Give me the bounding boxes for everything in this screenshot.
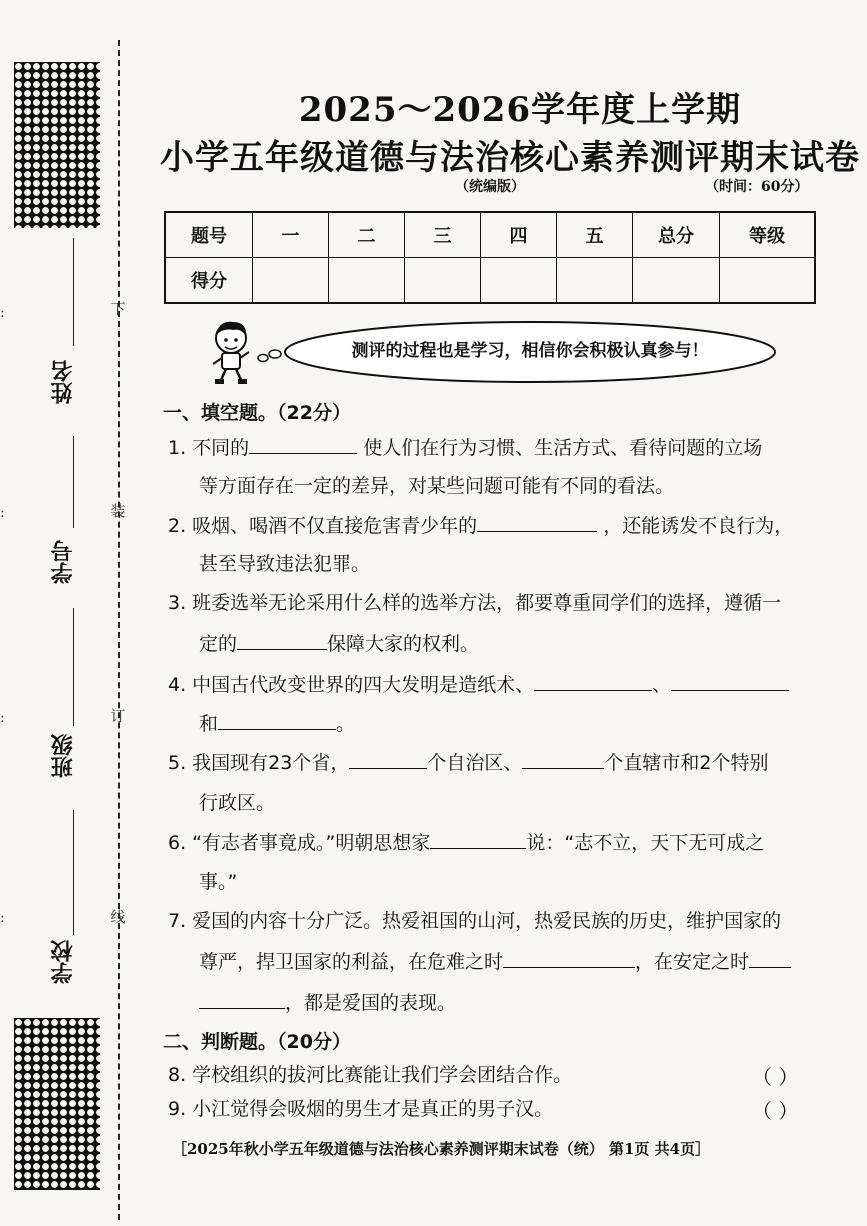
score-cell[interactable] [253,258,329,304]
q2-text-a: 2. 吸烟、喝酒不仅直接危害青少年的 [168,515,478,537]
cut-char: 线 [110,908,126,926]
score-cell[interactable] [557,258,633,304]
answer-blank[interactable] [522,750,604,769]
class-label: 班级 [51,734,76,778]
question-5-line-2: 行政区。 [199,792,276,814]
answer-blank[interactable] [671,672,789,691]
answer-blank[interactable] [534,672,652,691]
question-1-line-2: 等方面存在一定的差异，对某些问题可能有不同的看法。 [199,475,675,497]
q7-text-b: 尊严，捍卫国家的利益，在危难之时 [199,951,504,973]
q4-text-d: 。 [336,713,356,735]
question-7-line-2 [199,949,791,974]
question-7-line-3 [199,990,456,1015]
question-4-line-2 [199,711,355,736]
student-id-field-line[interactable] [73,436,74,528]
score-header-cell: 题号 [165,212,253,258]
q4-text-b: 、 [652,674,672,696]
binding-cut-line [118,40,120,1220]
score-cell[interactable] [329,258,405,304]
q1-text-a: 1. 不同的 [168,437,250,459]
edge-mark: : [0,505,5,521]
answer-blank[interactable] [430,830,526,849]
question-2-line-1 [168,513,793,538]
q6-text-b: 说：“志不立，天下无可成之 [526,832,765,854]
dot-pattern-bottom [14,1018,100,1190]
score-cell[interactable] [720,258,816,304]
score-header-cell: 五 [557,212,633,258]
score-header-cell: 等级 [720,212,816,258]
answer-blank[interactable] [749,949,791,968]
section-title: 一、填空题。（22分） [163,402,351,424]
answer-parentheses[interactable]: （ ） [752,1099,799,1123]
exam-title: 小学五年级道德与法治核心素养测评期末试卷 [160,138,860,178]
question-1-line-1 [168,435,762,460]
answer-blank[interactable] [349,750,427,769]
question-4-line-1 [168,672,789,697]
score-row-label: 得分 [165,258,253,304]
page-footer: ［2025年秋小学五年级道德与法治核心素养测评期末试卷（统） 第1页 共4页］ [172,1140,711,1158]
score-table-header-row [165,212,815,258]
name-label: 姓名 [51,360,76,404]
cut-char: 下 [110,300,126,318]
cut-char: 装 [110,502,126,520]
score-header-cell: 四 [481,212,557,258]
score-cell[interactable] [405,258,481,304]
edge-mark: : [0,710,5,726]
edition-label: （统编版） [455,179,525,195]
q3-text-c: 保障大家的权利。 [327,633,480,655]
score-header-cell: 二 [329,212,405,258]
q7-text-c: ，在安定之时 [635,951,750,973]
q2-text-b: ，还能诱发不良行为， [603,515,794,537]
answer-blank[interactable] [218,711,336,730]
question-3-line-1: 3. 班委选举无论采用什么样的选举方法，都要尊重同学们的选择，遵循一 [168,592,782,614]
answer-parentheses[interactable]: （ ） [752,1065,799,1089]
q4-text-c: 和 [199,713,219,735]
question-6-line-1 [168,830,764,855]
encouragement-text: 测评的过程也是学习，相信你会积极认真参与！ [351,341,709,361]
question-3-line-2 [199,631,479,656]
question-8: 8. 学校组织的拔河比赛能让我们学会团结合作。 [168,1064,573,1086]
q5-text-c: 个直辖市和2个特别 [604,752,769,774]
question-2-line-2: 甚至导致违法犯罪。 [199,553,371,575]
q5-text-a: 5. 我国现有23个省， [168,752,350,774]
q4-text-a: 4. 中国古代改变世界的四大发明是造纸术、 [168,674,535,696]
edge-mark: : [0,305,5,321]
score-header-cell: 一 [253,212,329,258]
school-field-line[interactable] [73,810,74,935]
score-header-cell: 总分 [633,212,720,258]
q3-text-b: 定的 [199,633,238,655]
answer-blank[interactable] [477,513,597,532]
question-5-line-1 [168,750,768,775]
duration-label: （时间：60分） [705,179,809,195]
cut-char: 订 [110,707,126,725]
answer-blank[interactable] [199,990,285,1009]
score-table-score-row [165,258,815,304]
q1-text-b: 使人们在行为习惯、生活方式、看待问题的立场 [363,437,763,459]
question-7-line-1: 7. 爱国的内容十分广泛。热爱祖国的山河，热爱民族的历史，维护国家的 [168,910,782,932]
score-table [164,211,816,304]
name-field-line[interactable] [73,238,74,346]
answer-blank[interactable] [237,631,327,650]
question-6-line-2: 事。” [199,871,238,893]
score-cell[interactable] [633,258,720,304]
edge-mark: : [0,910,5,926]
student-id-label: 学号 [51,540,76,584]
section-title: 二、判断题。（20分） [163,1031,351,1053]
q5-text-b: 个自治区、 [427,752,523,774]
q7-text-d: ，都是爱国的表现。 [285,992,457,1014]
school-label: 学校 [51,940,76,984]
answer-blank[interactable] [249,435,357,454]
answer-blank[interactable] [503,949,635,968]
class-field-line[interactable] [73,608,74,726]
score-cell[interactable] [481,258,557,304]
question-9: 9. 小江觉得会吸烟的男生才是真正的男子汉。 [168,1098,554,1120]
q6-text-a: 6. “有志者事竟成。”明朝思想家 [168,832,431,854]
score-header-cell: 三 [405,212,481,258]
dot-pattern-top [14,62,100,228]
exam-year-title: 2025～2026学年度上学期 [298,90,742,130]
